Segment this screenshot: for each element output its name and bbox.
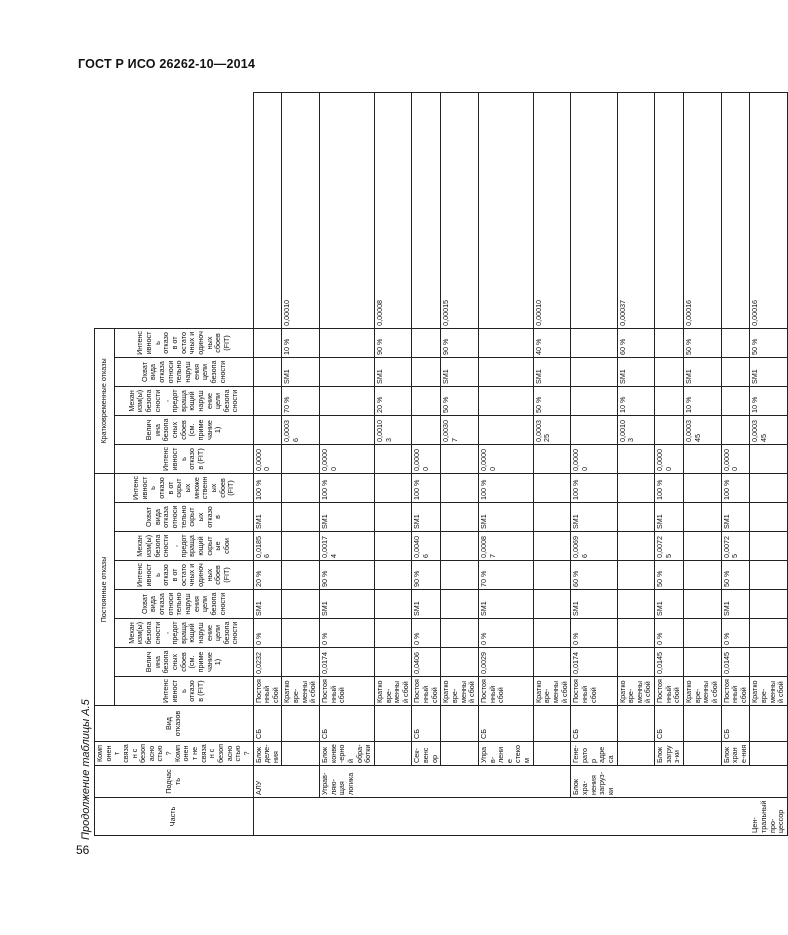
safe-fraction-cell: 0 %: [412, 619, 441, 648]
failure-mode-cell: Постоянный сбой: [478, 677, 533, 706]
table-caption: Продолжение таблицы А.5: [80, 699, 92, 840]
fit-cell: [617, 648, 655, 677]
col-header-latent-mechanism: Механизм(ы) безопасности, предотвращающий скрытые сбои: [115, 532, 253, 561]
col-header-subpart: Подчасть: [95, 766, 254, 798]
latent-fit-cell: [750, 444, 788, 473]
safety-related-cell: СБ: [571, 706, 617, 742]
failure-mode-cell: Кратковре-менный сбой: [533, 677, 571, 706]
fit-cell: [684, 648, 722, 677]
transient-mechanism-cell: SM1: [533, 357, 571, 386]
group-header-permanent: Постоянные отказы: [95, 473, 115, 705]
latent-coverage-cell: 100 %: [320, 473, 375, 502]
mechanism-cell: [374, 590, 412, 619]
transient-fit-cell: [721, 415, 750, 444]
transient-residual-cell: [571, 93, 617, 329]
transient-coverage-cell: 50 %: [750, 328, 788, 357]
transient-fit-cell: 0,00103: [374, 415, 412, 444]
transient-coverage-cell: 90 %: [441, 328, 479, 357]
table-row: [282, 93, 320, 836]
latent-coverage-cell: 100 %: [655, 473, 684, 502]
col-header-latent-coverage: Охват вида отказа относительно скрытых отказов: [115, 503, 253, 532]
latent-coverage-cell: [441, 473, 479, 502]
coverage-cell: 90 %: [320, 561, 375, 590]
transient-mechanism-cell: SM1: [441, 357, 479, 386]
latent-mechanism-cell: SM1: [478, 503, 533, 532]
transient-fit-cell: [571, 415, 617, 444]
failure-rate-table: [94, 92, 788, 836]
residual-fit-cell: 0,00087: [478, 532, 533, 561]
transient-residual-cell: 0,00010: [282, 93, 320, 329]
coverage-cell: [750, 561, 788, 590]
failure-mode-cell: Кратковре-менный сбой: [684, 677, 722, 706]
residual-fit-cell: 0,00725: [655, 532, 684, 561]
latent-fit-cell: 0,00000: [721, 444, 750, 473]
mechanism-cell: [441, 590, 479, 619]
safety-related-cell: [617, 706, 655, 742]
safety-related-cell: СБ: [721, 706, 750, 742]
fit-cell: [750, 648, 788, 677]
mechanism-cell: SM1: [655, 590, 684, 619]
mechanism-cell: SM1: [253, 590, 282, 619]
latent-fit-cell: [282, 444, 320, 473]
col-header-failure-mode: Вид отказов: [95, 706, 254, 742]
fit-cell: 0,0406: [412, 648, 441, 677]
transient-mechanism-cell: [412, 357, 441, 386]
transient-fit-cell: [412, 415, 441, 444]
part-cell: Цен-тральный про-цессор: [253, 798, 788, 836]
latent-fit-cell: [441, 444, 479, 473]
col-header-transient-residual-fit: Интенсивность отказов от остаточных и одиночных сбоев (FIT): [115, 328, 253, 357]
latent-coverage-cell: 100 %: [721, 473, 750, 502]
table-row: [478, 93, 533, 836]
mechanism-cell: [282, 590, 320, 619]
safe-fraction-cell: 0 %: [655, 619, 684, 648]
mechanism-cell: [684, 590, 722, 619]
residual-fit-cell: [617, 532, 655, 561]
fit-cell: [441, 648, 479, 677]
fit-cell: [533, 648, 571, 677]
subpart-cell: [374, 742, 412, 766]
col-header-residual-fit: Интенсивность отказов от остаточных и одиночных сбоев (FIT): [115, 561, 253, 590]
transient-fit-cell: 0,000345: [684, 415, 722, 444]
transient-residual-cell: 0,00016: [750, 93, 788, 329]
transient-residual-cell: [320, 93, 375, 329]
transient-safe-cell: 10 %: [684, 386, 722, 415]
coverage-cell: 70 %: [478, 561, 533, 590]
failure-mode-cell: Постоянный сбой: [320, 677, 375, 706]
mechanism-cell: SM1: [478, 590, 533, 619]
latent-mechanism-cell: [441, 503, 479, 532]
transient-residual-cell: [655, 93, 684, 329]
table-row: [750, 93, 788, 836]
table-row: [441, 93, 479, 836]
latent-coverage-cell: [617, 473, 655, 502]
fit-cell: 0,0174: [320, 648, 375, 677]
transient-safe-cell: 50 %: [533, 386, 571, 415]
latent-mechanism-cell: [750, 503, 788, 532]
col-header-transient-fit: Интенсивность отказов (FIT): [115, 444, 253, 473]
latent-fit-cell: 0,00000: [478, 444, 533, 473]
transient-mechanism-cell: [655, 357, 684, 386]
transient-safe-cell: [412, 386, 441, 415]
safe-fraction-cell: [374, 619, 412, 648]
transient-safe-cell: 50 %: [441, 386, 479, 415]
safety-related-cell: [684, 706, 722, 742]
transient-coverage-cell: 40 %: [533, 328, 571, 357]
fit-cell: 0,0029: [478, 648, 533, 677]
col-header-safety-mechanism: Механизм(ы) безопасности, предотвращающий нарушение цели безопасности: [115, 619, 253, 648]
residual-fit-cell: 0,00725: [721, 532, 750, 561]
latent-fit-cell: 0,00000: [412, 444, 441, 473]
safety-related-cell: СБ: [320, 706, 375, 742]
residual-fit-cell: [533, 532, 571, 561]
subpart-cell: Сек-венсор: [412, 742, 441, 766]
latent-mechanism-cell: SM1: [655, 503, 684, 532]
transient-mechanism-cell: [478, 357, 533, 386]
mechanism-cell: SM1: [721, 590, 750, 619]
safe-fraction-cell: [282, 619, 320, 648]
coverage-cell: [374, 561, 412, 590]
transient-coverage-cell: [571, 328, 617, 357]
group-header-row: [95, 93, 115, 836]
transient-safe-cell: [253, 386, 282, 415]
transient-residual-cell: 0,00010: [533, 93, 571, 329]
transient-safe-cell: [571, 386, 617, 415]
latent-coverage-cell: [374, 473, 412, 502]
col-header-transient-coverage: Охват вида отказа относительно нарушения цели безопасности: [115, 357, 253, 386]
col-header-fit: Интенсивность отказов (FIT): [115, 677, 253, 706]
transient-residual-cell: [478, 93, 533, 329]
transient-coverage-cell: [412, 328, 441, 357]
transient-coverage-cell: 60 %: [617, 328, 655, 357]
col-header-latent-fit: Интенсивность отказов от скрытых множественных сбоев (FIT): [115, 473, 253, 502]
transient-safe-cell: [721, 386, 750, 415]
safety-related-cell: [282, 706, 320, 742]
safe-fraction-cell: [441, 619, 479, 648]
transient-coverage-cell: 10 %: [282, 328, 320, 357]
safety-related-cell: [533, 706, 571, 742]
table-row: [721, 93, 750, 836]
safety-related-cell: СБ: [478, 706, 533, 742]
col-header-coverage: Охват вида отказа относительно нарушения цели безопасности: [115, 590, 253, 619]
transient-mechanism-cell: SM1: [374, 357, 412, 386]
transient-fit-cell: 0,00036: [282, 415, 320, 444]
col-header-transient-safe-fraction: Величина безопасных сбоев (см. примечание 1): [115, 415, 253, 444]
table-wrapper-rotated: [94, 92, 786, 836]
failure-mode-cell: Постоянный сбой: [721, 677, 750, 706]
safe-fraction-cell: 0 %: [571, 619, 617, 648]
subpart-cell: [750, 742, 788, 766]
coverage-cell: [684, 561, 722, 590]
subpart-cell: [282, 742, 320, 766]
mechanism-cell: SM1: [412, 590, 441, 619]
coverage-cell: 50 %: [655, 561, 684, 590]
latent-coverage-cell: 100 %: [478, 473, 533, 502]
document-header: ГОСТ Р ИСО 26262-10—2014: [78, 57, 256, 71]
safe-fraction-cell: [684, 619, 722, 648]
subpart-cell: [533, 742, 571, 766]
page-number: 56: [76, 843, 90, 857]
transient-mechanism-cell: [571, 357, 617, 386]
transient-safe-cell: [320, 386, 375, 415]
subpart-cell: Гене-ратор адреса: [571, 742, 617, 766]
group-header-transient: Кратковременные отказы: [95, 328, 115, 473]
transient-mechanism-cell: SM1: [282, 357, 320, 386]
failure-mode-cell: Кратковре-менный сбой: [282, 677, 320, 706]
transient-coverage-cell: [253, 328, 282, 357]
failure-mode-cell: Постоянный сбой: [412, 677, 441, 706]
transient-residual-cell: 0,00016: [684, 93, 722, 329]
residual-fit-cell: 0,00406: [412, 532, 441, 561]
coverage-cell: [282, 561, 320, 590]
subpart-cell: [684, 742, 722, 766]
mechanism-cell: [533, 590, 571, 619]
transient-mechanism-cell: SM1: [617, 357, 655, 386]
latent-mechanism-cell: SM1: [412, 503, 441, 532]
transient-residual-cell: [412, 93, 441, 329]
transient-residual-cell: 0,00008: [374, 93, 412, 329]
transient-fit-cell: 0,000345: [750, 415, 788, 444]
coverage-cell: 20 %: [253, 561, 282, 590]
table-row: [684, 93, 722, 836]
fit-cell: 0,0145: [721, 648, 750, 677]
safe-fraction-cell: [617, 619, 655, 648]
table-row: [412, 93, 441, 836]
coverage-cell: 60 %: [571, 561, 617, 590]
transient-coverage-cell: 90 %: [374, 328, 412, 357]
transient-coverage-cell: [478, 328, 533, 357]
residual-fit-cell: 0,01856: [253, 532, 282, 561]
subpart-group-cell: Управ-ляю-щая логика: [320, 766, 571, 798]
latent-fit-cell: 0,00000: [571, 444, 617, 473]
safety-related-cell: СБ: [253, 706, 282, 742]
subpart-group-cell: Блок хра-нения загруз-ки: [571, 766, 788, 798]
latent-fit-cell: [684, 444, 722, 473]
fit-cell: 0,0232: [253, 648, 282, 677]
transient-coverage-cell: 50 %: [684, 328, 722, 357]
latent-coverage-cell: [282, 473, 320, 502]
transient-mechanism-cell: [253, 357, 282, 386]
transient-residual-cell: 0,00037: [617, 93, 655, 329]
subpart-cell: [617, 742, 655, 766]
subpart-cell: Управ-ление стеком: [478, 742, 533, 766]
failure-mode-cell: Кратковре-менный сбой: [441, 677, 479, 706]
safe-fraction-cell: 0 %: [253, 619, 282, 648]
latent-fit-cell: [533, 444, 571, 473]
mechanism-cell: SM1: [320, 590, 375, 619]
latent-mechanism-cell: [533, 503, 571, 532]
transient-safe-cell: [478, 386, 533, 415]
latent-mechanism-cell: [282, 503, 320, 532]
safety-related-cell: СБ: [412, 706, 441, 742]
fit-cell: 0,0145: [655, 648, 684, 677]
table-row: [655, 93, 684, 836]
fit-cell: [374, 648, 412, 677]
subpart-cell: [441, 742, 479, 766]
latent-coverage-cell: [750, 473, 788, 502]
latent-coverage-cell: 100 %: [412, 473, 441, 502]
transient-mechanism-cell: [320, 357, 375, 386]
latent-coverage-cell: [684, 473, 722, 502]
table-row: [320, 93, 375, 836]
transient-mechanism-cell: SM1: [750, 357, 788, 386]
transient-safe-cell: 10 %: [617, 386, 655, 415]
transient-fit-cell: 0,00307: [441, 415, 479, 444]
table-row: [533, 93, 571, 836]
transient-coverage-cell: [721, 328, 750, 357]
fit-cell: 0,0174: [571, 648, 617, 677]
residual-fit-cell: 0,00174: [320, 532, 375, 561]
col-header-part: Часть: [95, 798, 254, 836]
failure-mode-cell: Постоянный сбой: [571, 677, 617, 706]
residual-fit-cell: [750, 532, 788, 561]
subpart-group-cell: АЛУ: [253, 766, 319, 798]
transient-fit-cell: [478, 415, 533, 444]
latent-fit-cell: [617, 444, 655, 473]
safe-fraction-cell: 0 %: [478, 619, 533, 648]
mechanism-cell: [750, 590, 788, 619]
fit-cell: [282, 648, 320, 677]
transient-safe-cell: 70 %: [282, 386, 320, 415]
transient-coverage-cell: [655, 328, 684, 357]
subpart-cell: Блок конве-ерной обра-ботки: [320, 742, 375, 766]
coverage-cell: 90 %: [412, 561, 441, 590]
subpart-cell: Блок деле-ния: [253, 742, 282, 766]
failure-mode-cell: Кратковре-менный сбой: [617, 677, 655, 706]
transient-mechanism-cell: SM1: [684, 357, 722, 386]
latent-mechanism-cell: SM1: [253, 503, 282, 532]
failure-mode-cell: Постоянный сбой: [655, 677, 684, 706]
safe-fraction-cell: [533, 619, 571, 648]
latent-mechanism-cell: SM1: [571, 503, 617, 532]
col-header-transient-mechanism: Механизм(ы) безопасности, предотвращающий нарушение цели безопасности: [115, 386, 253, 415]
safe-fraction-cell: 0 %: [320, 619, 375, 648]
subpart-cell: Блок хране-ния: [721, 742, 750, 766]
latent-coverage-cell: 100 %: [253, 473, 282, 502]
residual-fit-cell: [441, 532, 479, 561]
latent-fit-cell: 0,00000: [253, 444, 282, 473]
latent-mechanism-cell: SM1: [721, 503, 750, 532]
safe-fraction-cell: [750, 619, 788, 648]
transient-fit-cell: 0,000325: [533, 415, 571, 444]
failure-mode-cell: Постоянный сбой: [253, 677, 282, 706]
coverage-cell: [617, 561, 655, 590]
residual-fit-cell: [282, 532, 320, 561]
transient-residual-cell: 0,00015: [441, 93, 479, 329]
mechanism-cell: SM1: [571, 590, 617, 619]
table-row: [374, 93, 412, 836]
transient-coverage-cell: [320, 328, 375, 357]
failure-mode-cell: Кратковре-менный сбой: [374, 677, 412, 706]
safety-related-cell: [441, 706, 479, 742]
transient-fit-cell: [655, 415, 684, 444]
latent-fit-cell: [374, 444, 412, 473]
latent-fit-cell: 0,00000: [320, 444, 375, 473]
latent-mechanism-cell: [374, 503, 412, 532]
transient-safe-cell: [655, 386, 684, 415]
subpart-cell: Блок загруз-ки: [655, 742, 684, 766]
failure-mode-cell: Кратковре-менный сбой: [750, 677, 788, 706]
latent-fit-cell: 0,00000: [655, 444, 684, 473]
table-row: [617, 93, 655, 836]
transient-mechanism-cell: [721, 357, 750, 386]
transient-fit-cell: [253, 415, 282, 444]
coverage-cell: 50 %: [721, 561, 750, 590]
transient-safe-cell: 10 %: [750, 386, 788, 415]
col-header-safe-fraction: Величина безопасных сбоев (см. примечание 1): [115, 648, 253, 677]
table-row: [571, 93, 617, 836]
col-header-safety-related: Компонент связан с безопасностью? Компонент не связан с безопасностью?: [95, 742, 254, 766]
coverage-cell: [533, 561, 571, 590]
transient-safe-cell: 20 %: [374, 386, 412, 415]
latent-mechanism-cell: [617, 503, 655, 532]
latent-coverage-cell: [533, 473, 571, 502]
safety-related-cell: [750, 706, 788, 742]
transient-fit-cell: [320, 415, 375, 444]
latent-coverage-cell: 100 %: [571, 473, 617, 502]
mechanism-cell: [617, 590, 655, 619]
residual-fit-cell: 0,00696: [571, 532, 617, 561]
table-row: [253, 93, 282, 836]
residual-fit-cell: [684, 532, 722, 561]
transient-residual-cell: [721, 93, 750, 329]
safe-fraction-cell: 0 %: [721, 619, 750, 648]
safety-related-cell: СБ: [655, 706, 684, 742]
transient-residual-cell: [253, 93, 282, 329]
transient-fit-cell: 0,00103: [617, 415, 655, 444]
safety-related-cell: [374, 706, 412, 742]
residual-fit-cell: [374, 532, 412, 561]
coverage-cell: [441, 561, 479, 590]
latent-mechanism-cell: [684, 503, 722, 532]
latent-mechanism-cell: SM1: [320, 503, 375, 532]
